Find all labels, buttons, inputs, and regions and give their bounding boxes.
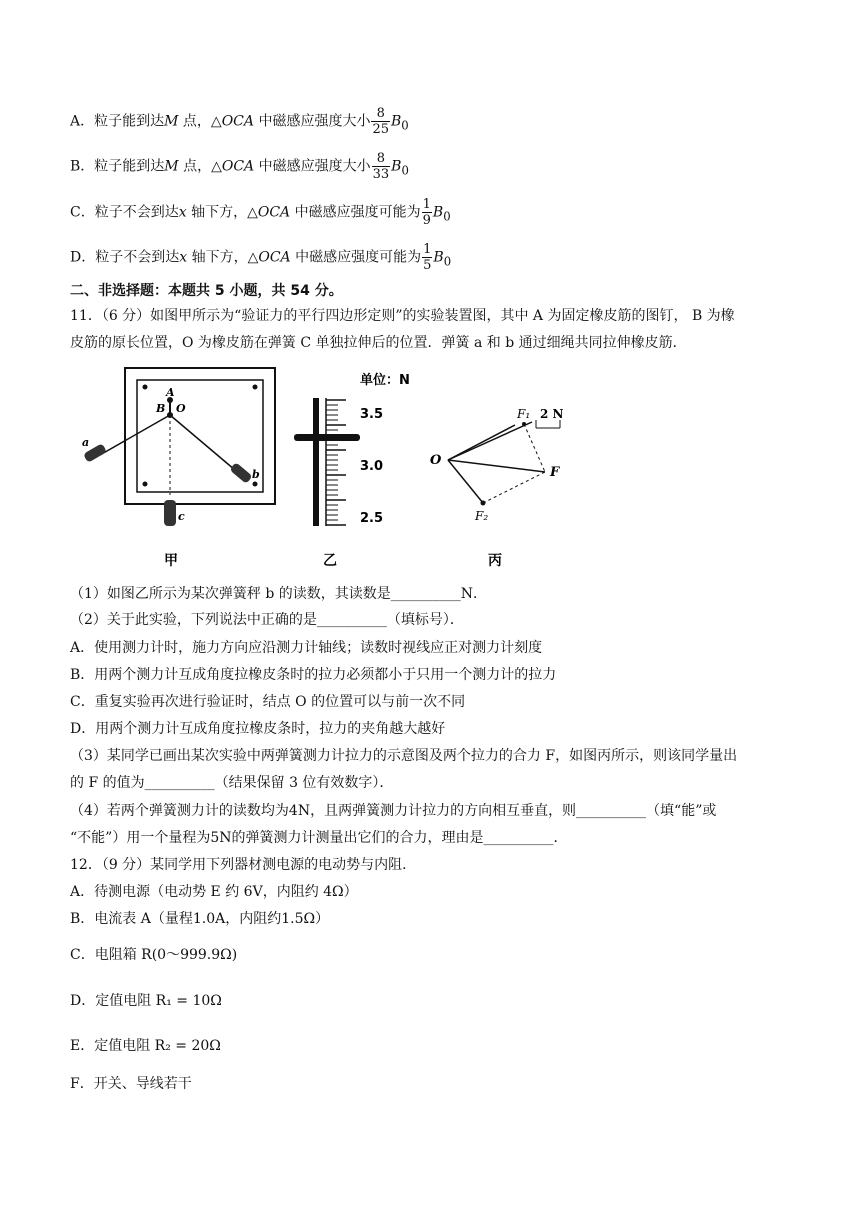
q11-sub3a: （3）某同学已画出某次实验中两弹簧测力计拉力的示意图及两个拉力的合力 F，如图丙所示，则该同学量出	[70, 748, 738, 764]
q11-optD: D．用两个测力计互成角度拉橡皮条时，拉力的夹角越大越好	[70, 721, 446, 737]
q11-sub1: （1）如图乙所示为某次弹簧秤 b 的读数，其读数是__________N．	[70, 586, 488, 602]
figure-jia	[82, 368, 275, 569]
label-bing: 丙	[488, 553, 502, 569]
q11-sub3b: 的 F 的值为__________（结果保留 3 位有效数字）．	[70, 775, 394, 791]
q12-E: E．定值电阻 R₂ = 20Ω	[70, 1038, 221, 1054]
tick-label-3-5: 3.5	[360, 407, 384, 422]
tick-label-3-0: 3.0	[360, 459, 384, 474]
bing-F: F	[550, 465, 560, 480]
label-B: B	[156, 402, 166, 415]
figure-bing	[430, 407, 564, 569]
q11-sub4a: （4）若两个弹簧测力计的读数均为4N，且两弹簧测力计拉力的方向相互垂直，则__________（填“能”或	[70, 803, 717, 819]
q12-F: F．开关、导线若干	[70, 1076, 192, 1092]
q12-D: D．定值电阻 R₁ = 10Ω	[70, 993, 222, 1009]
unit-label: 单位：N	[360, 373, 410, 388]
q11-sub2: （2）关于此实验，下列说法中正确的是__________（填标号）．	[70, 612, 464, 628]
label-c: c	[178, 510, 185, 523]
fraction: $\frac{1}{9}$	[422, 197, 431, 228]
q12-intro: 12．（9 分）某同学用下列器材测电源的电动势与内阻．	[70, 857, 417, 873]
label-O: O	[176, 402, 186, 415]
q11-optC: C．重复实验再次进行验证时，结点 O 的位置可以与前一次不同	[70, 694, 466, 710]
q12-B: B．电流表 A（量程1.0A，内阻约1.5Ω）	[70, 911, 330, 927]
option-c: C．粒子不会到达x 轴下方，△OCA 中磁感应强度可能为 $\frac{1}{9}$ $B_0$	[70, 197, 451, 228]
q11-line2: 皮筋的原长位置，O 为橡皮筋在弹簧 C 单独拉伸后的位置．弹簧 a 和 b 通过细绳共同拉伸橡皮筋．	[70, 335, 687, 351]
option-d: D．粒子不会到达x 轴下方，△OCA 中磁感应强度可能为 $\frac{1}{5}$ $B_0$	[70, 242, 452, 273]
fraction: $\frac{8}{33}$	[372, 151, 390, 182]
bing-scale: 2 N	[540, 407, 564, 421]
bing-O: O	[430, 453, 442, 468]
tick-label-2-5: 2.5	[360, 511, 384, 526]
label-a: a	[82, 436, 90, 449]
q12-C: C．电阻箱 R(0～999.9Ω)	[70, 947, 238, 963]
experiment-figure	[70, 360, 790, 572]
q11-optB: B．用两个测力计互成角度拉橡皮条时的拉力必须都小于只用一个测力计的拉力	[70, 667, 557, 683]
label-b: b	[252, 468, 260, 481]
option-a: A．粒子能到达M 点，△OCA 中磁感应强度大小 $\frac{8}{25}$ $B_0$	[70, 106, 409, 137]
section-header: 二、非选择题：本题共 5 小题，共 54 分。	[70, 283, 343, 299]
q11-line1: 11．（6 分）如图甲所示为“验证力的平行四边形定则”的实验装置图，其中 A 为固定橡皮筋的图钉， B 为橡	[70, 308, 735, 324]
fraction: $\frac{8}{25}$	[372, 106, 389, 137]
bing-F2: F₂	[475, 509, 489, 523]
fraction: $\frac{1}{5}$	[423, 242, 432, 273]
q12-A: A．待测电源（电动势 E 约 6V，内阻约 4Ω）	[70, 884, 358, 900]
option-b: B．粒子能到达M 点，△OCA 中磁感应强度大小 $\frac{8}{33}$ $B_0$	[70, 151, 409, 182]
q11-sub4b: “不能”）用一个量程为5N的弹簧测力计测量出它们的合力，理由是__________．	[70, 830, 568, 846]
q11-optA: A．使用测力计时，施力方向应沿测力计轴线；读数时视线应正对测力计刻度	[70, 640, 543, 656]
figure-yi	[294, 372, 410, 569]
label-jia: 甲	[164, 553, 178, 569]
label-A: A	[166, 386, 175, 399]
bing-F1: F₁	[517, 407, 531, 421]
label-yi: 乙	[323, 553, 337, 569]
